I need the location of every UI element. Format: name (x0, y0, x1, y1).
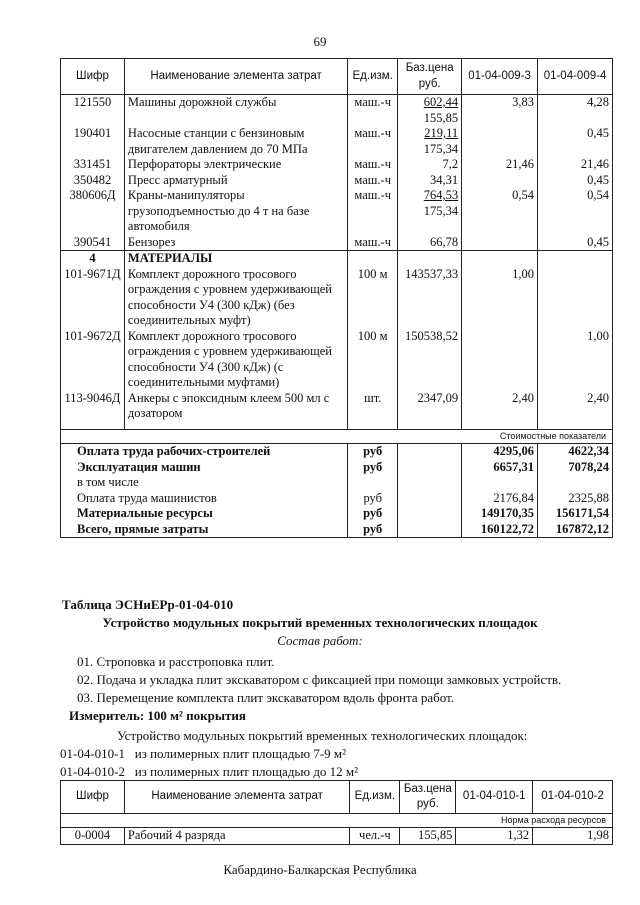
norm-band (61, 814, 613, 828)
row-code: 101-9672Д (61, 329, 125, 391)
row-unit: шт. (348, 391, 398, 422)
summary-name: Оплата труда рабочих-строителей (61, 444, 348, 460)
row-value-1: 3,83 (462, 95, 538, 127)
table-row (61, 157, 613, 173)
table-row (61, 329, 613, 391)
row-name: Перфораторы электрические (124, 157, 347, 173)
row-unit: маш.-ч (348, 95, 398, 127)
section-subtitle: Устройство модульных покрытий временных технологических площадок (102, 615, 538, 630)
cost-indicators-band (61, 430, 613, 444)
header-code: Шифр (61, 59, 125, 95)
row-value-2: 0,45 (538, 235, 613, 251)
row-name: Комплект дорожного тросового ограждения с уровнем удерживающей способности У4 (300 кДж) (без соединительных муфт) (124, 267, 347, 329)
row-price: 150538,52 (398, 329, 462, 391)
section-row (61, 251, 613, 267)
item-line (60, 763, 358, 780)
row-price: 34,31 (398, 173, 462, 189)
row-name: Рабочий 4 разряда (124, 828, 349, 845)
row-value-1: 1,00 (462, 267, 538, 329)
row-value-1: 1,32 (456, 828, 533, 845)
item-code: 01-04-010-1 (60, 746, 125, 761)
summary-value-2: 7078,24 (538, 460, 613, 476)
page-number: 69 (313, 34, 327, 49)
row-price (398, 95, 462, 127)
row-name: Комплект дорожного тросового ограждения с уровнем удерживающей способности У4 (300 кДж) (с соединительными муфтами) (124, 329, 347, 391)
row-name: Краны-манипуляторы грузоподъемностью до 4 т на базе автомобиля (124, 188, 347, 235)
row-name: Анкеры с эпоксидным клеем 500 мл с дозатором (124, 391, 347, 422)
header-code: Шифр (61, 781, 125, 814)
summary-value-1: 149170,35 (462, 506, 538, 522)
summary-row (61, 460, 613, 476)
summary-unit: руб (348, 506, 398, 522)
row-code: 121550 (61, 95, 125, 127)
row-value-1 (462, 126, 538, 157)
summary-row (61, 522, 613, 538)
table-row (61, 188, 613, 235)
table-row (61, 173, 613, 189)
resource-table-01-04-010 (60, 780, 613, 845)
row-unit: 100 м (348, 329, 398, 391)
summary-unit: руб (348, 444, 398, 460)
row-value-2: 1,00 (538, 329, 613, 391)
row-price: 2347,09 (398, 391, 462, 422)
row-value-1: 2,40 (462, 391, 538, 422)
table-row (61, 95, 613, 127)
resource-table-01-04-009 (60, 58, 613, 538)
row-price: 155,85 (400, 828, 456, 845)
header-price: Баз.цена руб. (398, 59, 462, 95)
table-row (61, 267, 613, 329)
row-value-2 (538, 267, 613, 329)
summary-row (61, 491, 613, 507)
row-name: Пресс арматурный (124, 173, 347, 189)
summary-name: Оплата труда машинистов (61, 491, 348, 507)
price-value: 219,11 (424, 126, 459, 140)
item-text: из полимерных плит площадью до 12 м² (134, 764, 359, 779)
summary-value-1: 4295,06 (462, 444, 538, 460)
row-unit: маш.-ч (348, 126, 398, 157)
summary-value-1: 2176,84 (462, 491, 538, 507)
table-row (61, 828, 613, 845)
row-value-1 (462, 235, 538, 251)
row-code: 350482 (61, 173, 125, 189)
summary-value-2: 156171,54 (538, 506, 613, 522)
row-unit: маш.-ч (348, 188, 398, 235)
row-unit: чел.-ч (350, 828, 400, 845)
work-item: 01. Строповка и расстроповка плит. (77, 654, 275, 669)
summary-row (61, 506, 613, 522)
header-norm-1: 01-04-009-3 (462, 59, 538, 95)
row-name: Бензорез (124, 235, 347, 251)
summary-value-2: 167872,12 (538, 522, 613, 538)
row-price: 143537,33 (398, 267, 462, 329)
work-item: 02. Подача и укладка плит экскаватором с фиксацией при помощи замковых устройств. (77, 672, 562, 687)
summary-name: Всего, прямые затраты (61, 522, 348, 538)
row-code: 101-9671Д (61, 267, 125, 329)
table-row (61, 126, 613, 157)
summary-row (61, 475, 613, 491)
row-value-2: 21,46 (538, 157, 613, 173)
work-item: 03. Перемещение комплекта плит экскаватором вдоль фронта работ. (77, 690, 455, 705)
row-code: 331451 (61, 157, 125, 173)
table-row (61, 391, 613, 422)
row-price: 7,2 (398, 157, 462, 173)
header-unit: Ед.изм. (350, 781, 400, 814)
price-sub-value: 155,85 (423, 110, 459, 125)
description-line: Устройство модульных покрытий временных технологических площадок: (117, 728, 528, 743)
row-value-2: 0,54 (538, 188, 613, 235)
table-row (61, 235, 613, 251)
row-value-2: 4,28 (538, 95, 613, 127)
row-unit: маш.-ч (348, 235, 398, 251)
band-label: Норма расхода ресурсов (61, 814, 613, 828)
summary-value-2: 2325,88 (538, 491, 613, 507)
header-price: Баз.цена руб. (400, 781, 456, 814)
row-unit: 100 м (348, 267, 398, 329)
row-price (398, 188, 462, 235)
summary-name: в том числе (61, 475, 348, 491)
row-price: 66,78 (398, 235, 462, 251)
price-sub-value: 175,34 (423, 141, 459, 156)
section-name: МАТЕРИАЛЫ (124, 251, 347, 267)
work-composition-heading: Состав работ: (277, 633, 363, 648)
header-name: Наименование элемента затрат (124, 59, 347, 95)
row-value-2: 1,98 (533, 828, 613, 845)
footer-region: Кабардино-Балкарская Республика (223, 862, 417, 877)
summary-value-2: 4622,34 (538, 444, 613, 460)
summary-value-1: 6657,31 (462, 460, 538, 476)
row-name: Машины дорожной службы (124, 95, 347, 127)
row-code: 390541 (61, 235, 125, 251)
summary-name: Эксплуатация машин (61, 460, 348, 476)
item-text: из полимерных плит площадью 7-9 м² (134, 746, 347, 761)
item-code: 01-04-010-2 (60, 764, 125, 779)
price-sub-value: 175,34 (423, 203, 459, 218)
price-value: 764,53 (423, 188, 459, 202)
row-name: Насосные станции с бензиновым двигателем давлением до 70 МПа (124, 126, 347, 157)
row-value-1 (462, 329, 538, 391)
summary-value-1: 160122,72 (462, 522, 538, 538)
summary-name: Материальные ресурсы (61, 506, 348, 522)
row-value-1: 21,46 (462, 157, 538, 173)
row-value-1 (462, 173, 538, 189)
row-code: 113-9046Д (61, 391, 125, 422)
row-value-1: 0,54 (462, 188, 538, 235)
section-code: 4 (61, 251, 125, 267)
row-code: 380606Д (61, 188, 125, 235)
row-unit: маш.-ч (348, 173, 398, 189)
header-unit: Ед.изм. (348, 59, 398, 95)
summary-row (61, 444, 613, 460)
price-value: 602,44 (423, 95, 459, 109)
summary-unit: руб (348, 522, 398, 538)
row-code: 190401 (61, 126, 125, 157)
item-line (60, 745, 346, 762)
band-label: Стоимостные показатели (61, 430, 613, 444)
header-name: Наименование элемента затрат (124, 781, 349, 814)
summary-unit: руб (348, 460, 398, 476)
row-price (398, 126, 462, 157)
header-norm-2: 01-04-009-4 (538, 59, 613, 95)
row-value-2: 0,45 (538, 173, 613, 189)
row-value-2: 2,40 (538, 391, 613, 422)
measure-unit: Измеритель: 100 м² покрытия (69, 708, 246, 723)
table-title: Таблица ЭСНиЕРр-01-04-010 (62, 597, 234, 612)
summary-unit: руб (348, 491, 398, 507)
row-code: 0-0004 (61, 828, 125, 845)
row-value-2: 0,45 (538, 126, 613, 157)
row-unit: маш.-ч (348, 157, 398, 173)
header-norm-2: 01-04-010-2 (533, 781, 613, 814)
header-norm-1: 01-04-010-1 (456, 781, 533, 814)
